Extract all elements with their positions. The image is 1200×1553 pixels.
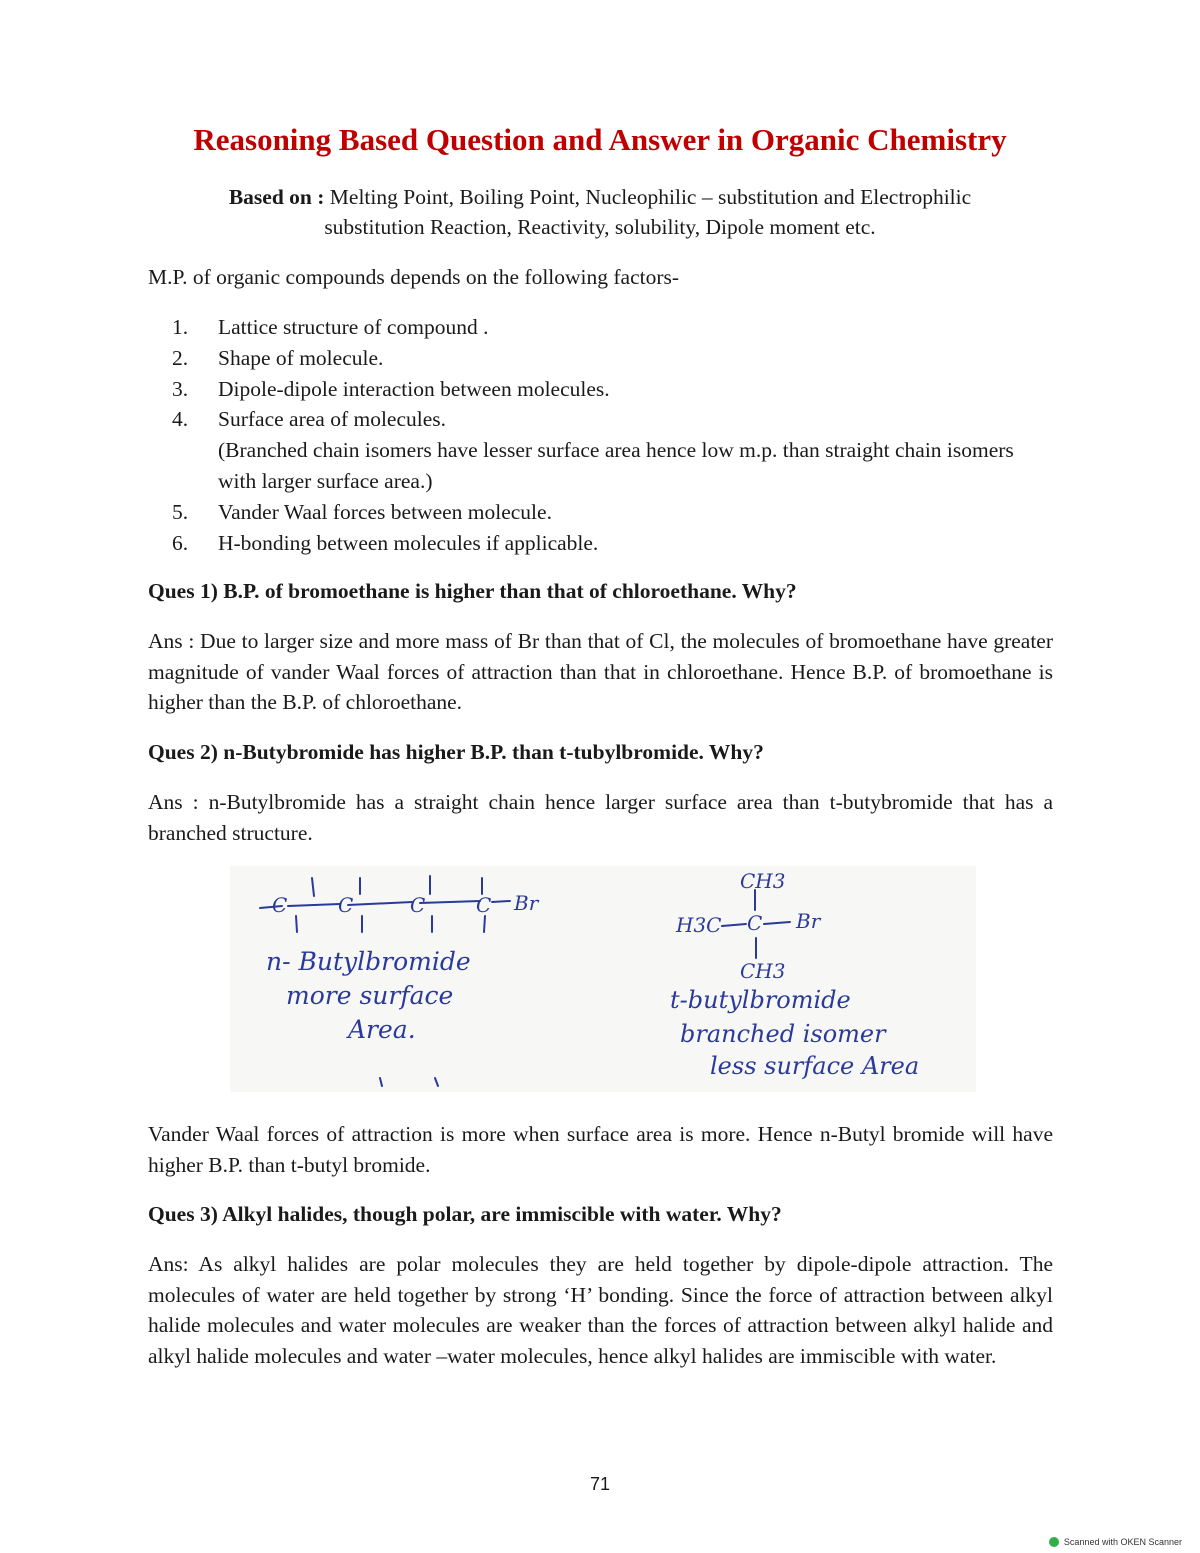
intro-text: M.P. of organic compounds depends on the following factors- xyxy=(148,265,680,289)
handwritten-structure-sketch xyxy=(230,866,976,1092)
list-item xyxy=(172,528,1032,559)
list-item xyxy=(172,343,1032,374)
based-on xyxy=(190,182,1010,242)
answer-2-conclusion: Vander Waal forces of attraction is more when surface area is more. Hence n-Butyl bromide will have higher B.P. than t-butyl bromide. xyxy=(148,1122,1053,1177)
page-title: Reasoning Based Question and Answer in Organic Chemistry xyxy=(193,122,1007,157)
less-surface-area-label: less surface Area xyxy=(710,1052,920,1080)
list-item-text: Lattice structure of compound . xyxy=(218,315,489,339)
list-item-number: 2. xyxy=(172,345,189,370)
ch3-top-label: CH3 xyxy=(740,869,786,893)
branched-isomer-label: branched isomer xyxy=(680,1020,886,1048)
list-item-number xyxy=(172,435,218,497)
list-item-text: Shape of molecule. xyxy=(218,345,384,370)
list-item-text: Vander Waal forces between molecule. xyxy=(218,499,552,524)
scanner-logo-icon xyxy=(1049,1537,1059,1547)
list-item xyxy=(172,404,1032,435)
t-butylbromide-label: t-butylbromide xyxy=(670,986,851,1014)
list-item-number: 6. xyxy=(172,530,189,555)
ch3-bottom-label: CH3 xyxy=(740,959,786,983)
question-3: Ques 3) Alkyl halides, though polar, are immiscible with water. Why? xyxy=(148,1202,782,1226)
list-item-text: H-bonding between molecules if applicable. xyxy=(218,530,599,555)
list-item-text: Surface area of molecules. xyxy=(218,407,447,432)
list-item-text: Dipole-dipole interaction between molecules. xyxy=(218,376,610,401)
list-item xyxy=(172,497,1032,528)
answer-3: Ans: As alkyl halides are polar molecules they are held together by dipole-dipole attraction. The molecules of water are held together by strong ‘H’ bonding. Since the force of attraction between alkyl halide molecules and water molecules are weaker than the forces of attraction between alkyl halide and alkyl halide molecules and water –water molecules, hence alkyl halides are immiscible with water. xyxy=(148,1252,1053,1368)
page-number: 71 xyxy=(589,1474,611,1494)
factor-list xyxy=(172,312,1032,558)
structure-drawing xyxy=(230,866,976,1092)
bromine-t-label: Br xyxy=(796,909,821,933)
based-on-label: Based on : xyxy=(228,185,325,209)
question-1: Ques 1) B.P. of bromoethane is higher than that of chloroethane. Why? xyxy=(148,579,797,603)
carbon-4-label: C xyxy=(476,893,492,917)
list-item xyxy=(172,374,1032,405)
list-item-text: (Branched chain isomers have lesser surface area hence low m.p. than straight chain isomers with larger surface area.) xyxy=(218,438,1014,493)
answer-1: Ans : Due to larger size and more mass of Br than that of Cl, the molecules of bromoethane have greater magnitude of vander Waal forces of attraction than that in chloroethane. Hence B.P. of bromoethane is higher than the B.P. of chloroethane. xyxy=(148,629,1053,714)
carbon-2-label: C xyxy=(338,893,354,917)
scanner-watermark xyxy=(1049,1537,1182,1547)
n-butylbromide-label: n- Butylbromide xyxy=(266,947,471,976)
list-item-number: 1. xyxy=(172,315,189,339)
list-item-number: 3. xyxy=(172,376,189,401)
list-item xyxy=(172,312,1032,343)
bromine-label: Br xyxy=(514,891,539,915)
area-label: Area. xyxy=(348,1015,416,1044)
scanner-text: Scanned with OKEN Scanner xyxy=(1063,1537,1182,1547)
based-on-text: Melting Point, Boiling Point, Nucleophilic – substitution and Electrophilic substitution Reaction, Reactivity, solubility, Dipole moment etc. xyxy=(324,185,972,239)
central-carbon-label: C xyxy=(747,911,763,935)
list-item-number: 5. xyxy=(172,499,189,524)
more-surface-label: more surface xyxy=(286,981,454,1010)
carbon-1-label: C xyxy=(272,893,288,917)
answer-2: Ans : n-Butylbromide has a straight chain hence larger surface area than t-butybromide that has a branched structure. xyxy=(148,790,1053,845)
list-item xyxy=(172,435,1032,497)
carbon-3-label: C xyxy=(410,893,426,917)
list-item-number: 4. xyxy=(172,407,189,432)
question-2: Ques 2) n-Butybromide has higher B.P. than t-tubylbromide. Why? xyxy=(148,740,764,764)
h3c-label: H3C xyxy=(676,913,722,937)
